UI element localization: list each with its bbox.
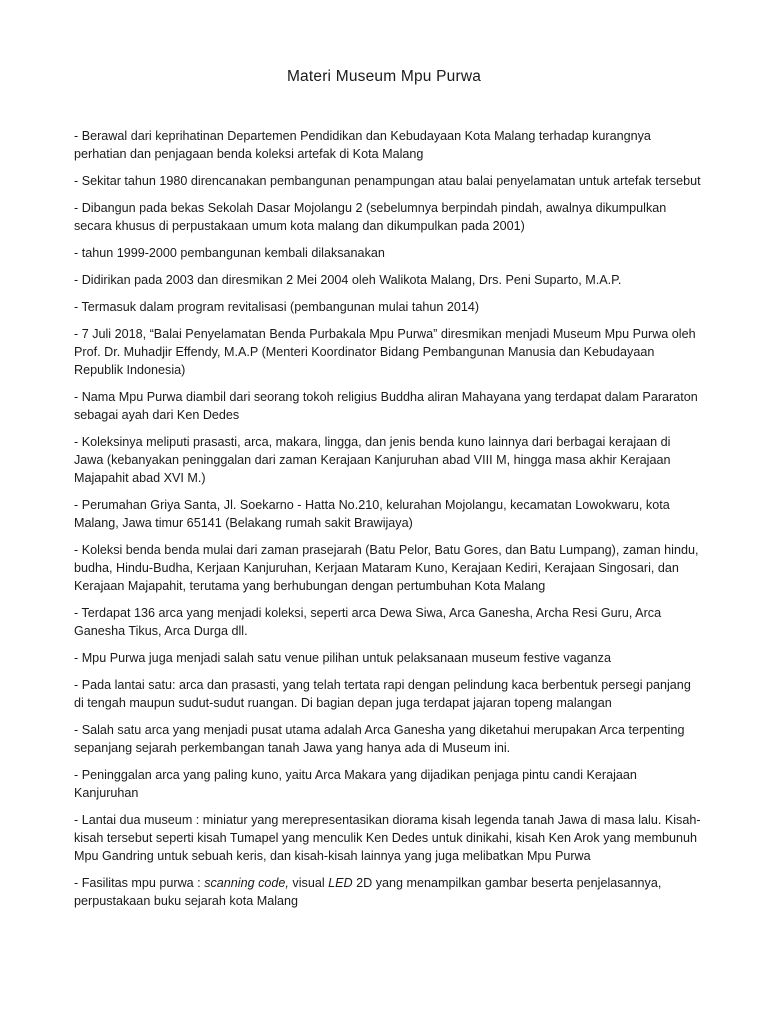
paragraph: - Perumahan Griya Santa, Jl. Soekarno - Hatta No.210, kelurahan Mojolangu, kecamatan Lowokwaru, kota Malang, Jawa timur 65141 (Belakang rumah sakit Brawijaya) xyxy=(74,498,670,530)
paragraph: - Salah satu arca yang menjadi pusat utama adalah Arca Ganesha yang diketahui merupakan Arca terpenting sepanjang sejarah perkembangan tanah Jawa yang hanya ada di Museum ini. xyxy=(74,723,685,755)
facilities-italic-text: scanning code, xyxy=(204,876,289,890)
paragraph: - tahun 1999-2000 pembangunan kembali dilaksanakan xyxy=(74,246,385,260)
paragraph: - Peninggalan arca yang paling kuno, yaitu Arca Makara yang dijadikan penjaga pintu candi Kerajaan Kanjuruhan xyxy=(74,768,637,800)
facilities-italic-text: LED xyxy=(328,876,353,890)
facilities-text: - Fasilitas mpu purwa : xyxy=(74,876,205,890)
paragraph: - Pada lantai satu: arca dan prasasti, yang telah tertata rapi dengan pelindung kaca berbentuk persegi panjang di tengah maupun sudut-sudut ruangan. Di bagian depan juga terdapat jajaran topeng malangan xyxy=(74,678,691,710)
paragraph: - Koleksi benda benda mulai dari zaman prasejarah (Batu Pelor, Batu Gores, dan Batu Lumpang), zaman hindu, budha, Hindu-Budha, Kerjaan Kanjuruhan, Kerjaan Mataram Kuno, Kerajaan Kediri, Kerajaan Singosari, dan Kerajaan Majapahit, terutama yang berhubungan dengan pertumbuhan Kota Malang xyxy=(74,543,699,593)
paragraph-facilities xyxy=(74,874,702,910)
facilities-text: 2D yang menampilkan gambar beserta penjelasannya, perpustakaan buku sejarah kota Malang xyxy=(74,876,662,908)
paragraph: - Sekitar tahun 1980 direncanakan pembangunan penampungan atau balai penyelamatan untuk artefak tersebut xyxy=(74,174,701,188)
paragraph: - Dibangun pada bekas Sekolah Dasar Mojolangu 2 (sebelumnya berpindah pindah, awalnya dikumpulkan secara khusus di perpustakaan umum kota malang dan dikumpulkan pada 2001) xyxy=(74,201,667,233)
paragraph: - Koleksinya meliputi prasasti, arca, makara, lingga, dan jenis benda kuno lainnya dari berbagai kerajaan di Jawa (kebanyakan peninggalan dari zaman Kerajaan Kanjuruhan abad VIII M, hingga masa akhir Kerajaan Majapahit abad XVI M.) xyxy=(74,435,671,485)
paragraph: - Nama Mpu Purwa diambil dari seorang tokoh religius Buddha aliran Mahayana yang terdapat dalam Pararaton sebagai ayah dari Ken Dedes xyxy=(74,390,698,422)
paragraph: - Lantai dua museum : miniatur yang merepresentasikan diorama kisah legenda tanah Jawa di masa lalu. Kisah-kisah tersebut seperti kisah Tumapel yang menculik Ken Dedes untuk dinikahi, kisah Ken Arok yang membunuh Mpu Gandring untuk sebuah keris, dan kisah-kisah lainnya yang juga melibatkan Mpu Purwa xyxy=(74,813,701,863)
paragraph: - Termasuk dalam program revitalisasi (pembangunan mulai tahun 2014) xyxy=(74,300,480,314)
paragraph: - Mpu Purwa juga menjadi salah satu venue pilihan untuk pelaksanaan museum festive vaganza xyxy=(74,651,611,665)
paragraph: - Terdapat 136 arca yang menjadi koleksi, seperti arca Dewa Siwa, Arca Ganesha, Archa Resi Guru, Arca Ganesha Tikus, Arca Durga dll. xyxy=(74,606,662,638)
paragraph: - Didirikan pada 2003 dan diresmikan 2 Mei 2004 oleh Walikota Malang, Drs. Peni Suparto, M.A.P. xyxy=(74,273,622,287)
document-body xyxy=(74,127,702,910)
paragraph: - Berawal dari keprihatinan Departemen Pendidikan dan Kebudayaan Kota Malang terhadap kurangnya perhatian dan penjagaan benda koleksi artefak di Kota Malang xyxy=(74,129,651,161)
paragraph: - 7 Juli 2018, “Balai Penyelamatan Benda Purbakala Mpu Purwa” diresmikan menjadi Museum Mpu Purwa oleh Prof. Dr. Muhadjir Effendy, M.A.P (Menteri Koordinator Bidang Pembangunan Manusia dan Kebudayaan Republik Indonesia) xyxy=(74,327,696,377)
document-title: Materi Museum Mpu Purwa xyxy=(286,68,482,85)
facilities-text: visual xyxy=(288,876,329,890)
